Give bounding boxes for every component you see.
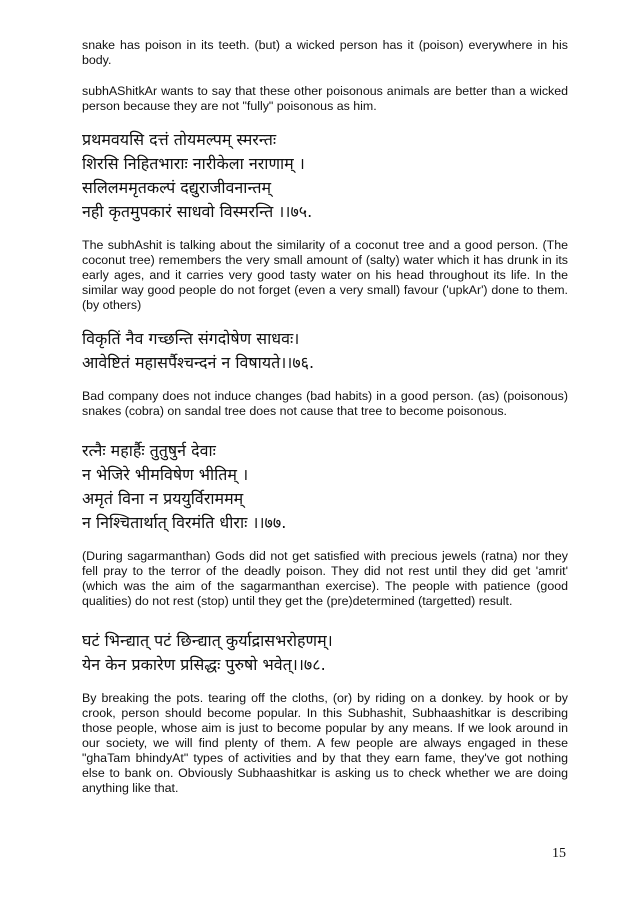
verse-line: सलिलममृतकल्पं दद्युराजीवनान्तम् xyxy=(82,178,272,197)
verse-line: अमृतं विना न प्रययुर्विराममम् xyxy=(82,489,244,508)
verse-76 xyxy=(82,327,568,375)
verse-78 xyxy=(82,629,568,677)
verse-line: घटं भिन्द्यात् पटं छिन्द्यात् कुर्याद्रासभरोहणम्। xyxy=(82,631,333,650)
paragraph-snake-poison: snake has poison in its teeth. (but) a wicked person has it (poison) everywhere in his body. xyxy=(82,38,568,67)
verse-line: प्रथमवयसि दत्तं तोयमल्पम् स्मरन्तः xyxy=(82,130,277,149)
verse-line: न भेजिरे भीमविषेण भीतिम् । xyxy=(82,465,249,484)
page-content xyxy=(82,38,568,796)
verse-line: नही कृतमुपकारं साधवो विस्मरन्ति ।।७५. xyxy=(82,202,313,221)
paragraph-coconut-tree: The subhAshit is talking about the similarity of a coconut tree and a good person. (The coconut tree) remembers the very small amount of (salty) water which it has drunk in its early ages, and it carries very good tasty water on his head throughout its life. In the similar way good people do not forget (even a very small) favour ('upkAr') done to them.(by others) xyxy=(82,238,568,312)
verse-line: विकृतिं नैव गच्छन्ति संगदोषेण साधवः। xyxy=(82,329,300,348)
verse-line: रत्नैः महार्हैः तुतुषुर्न देवाः xyxy=(82,441,216,460)
verse-line: न निश्चितार्थात् विरमंति धीराः ।।७७. xyxy=(82,513,287,532)
page-number: 15 xyxy=(552,846,566,861)
verse-line: शिरसि निहितभाराः नारीकेला नराणाम् । xyxy=(82,154,305,173)
paragraph-popularity: By breaking the pots. tearing off the cloths, (or) by riding on a donkey. by hook or by crook, person should become popular. In this Subhashit, Subhaashitkar is describing those people, whose aim is just to become popular by any means. If we look around in our society, we will find plenty of them. A few people are always engaged in these "ghaTam bhindyAt" types of activities and by that they earn fame, they've got nothing else to bank on. Obviously Subhaashitkar is asking us to check whether we are doing anything like that. xyxy=(82,691,568,795)
paragraph-subhashitkar-note: subhAShitkAr wants to say that these other poisonous animals are better than a wicked person because they are not "fully" poisonous as him. xyxy=(82,84,568,113)
paragraph-bad-company: Bad company does not induce changes (bad habits) in a good person. (as) (poisonous) snakes (cobra) on sandal tree does not cause that tree to become poisonous. xyxy=(82,389,568,418)
verse-line: येन केन प्रकारेण प्रसिद्धः पुरुषो भवेत्।।७८. xyxy=(82,655,326,674)
paragraph-sagarmanthan: (During sagarmanthan) Gods did not get satisfied with precious jewels (ratna) nor they fell pray to the terror of the deadly poison. They did not rest until they did get 'amrit' (which was the aim of the sagarmanthan exercise). The people with patience (good qualities) do not rest (stop) until they get the (pre)determined (targetted) result. xyxy=(82,549,568,608)
verse-75 xyxy=(82,128,568,224)
verse-line: आवेष्टितं महासर्पैश्चन्दनं न विषायते।।७६. xyxy=(82,353,315,372)
verse-77 xyxy=(82,439,568,535)
